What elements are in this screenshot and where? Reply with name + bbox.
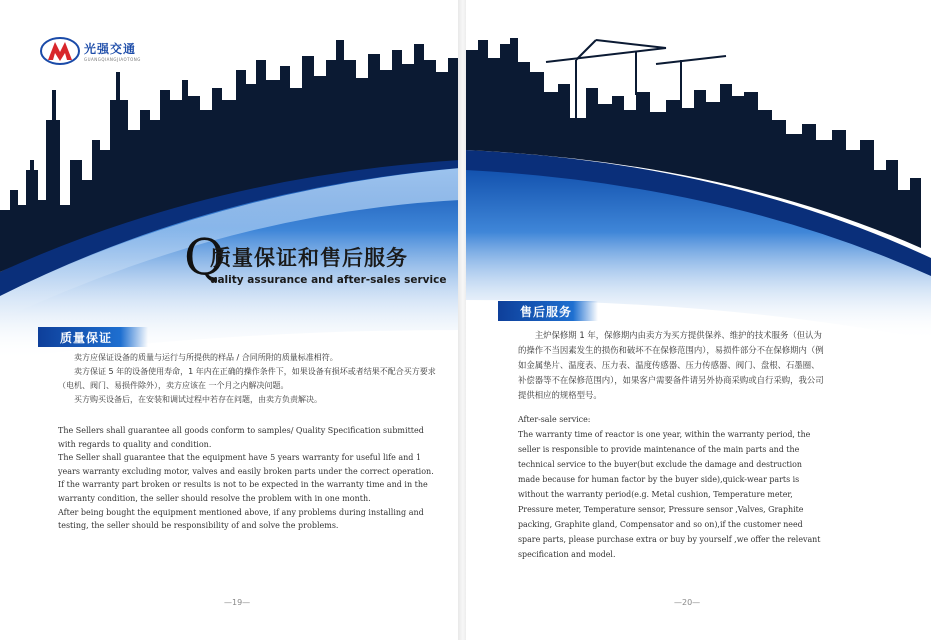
quality-cn-paragraph: 卖方应保证设备的质量与运行与所提供的样品 / 合同所附的质量标准相符。 — [74, 353, 338, 362]
page-number-right: —20— — [674, 598, 701, 607]
quality-cn-text — [58, 351, 436, 407]
after-sales-cn-text — [518, 328, 826, 403]
section-label-after-sales: 售后服务 — [520, 304, 573, 319]
quality-en-text — [58, 424, 436, 533]
title-initial: Q — [184, 228, 225, 286]
logo-name-cn: 光强交通 — [84, 42, 137, 56]
left-background-art — [0, 0, 460, 640]
logo-mark-icon — [40, 36, 80, 66]
quality-en-paragraph: The Seller shall guarantee that the equipment have 5 years warranty for useful life and 1 years warranty excluding motor, valves and easily broken parts under the correct operation. If the warranty part broken or results is not to be expected in the warranty time and in the warranty condition, the seller should resolve the problem with in one month. — [58, 453, 434, 503]
after-sales-cn-paragraph: 主炉保修期 1 年，保修期内由卖方为买方提供保养、维护的技术服务（但认为的操作不当因素发生的损伤和破坏不在保修范围内），易损件部分不在保修期内（例如金属垫片、温度表、压力表、温度传感器、压力传感器、阀门、盘根、石墨圈、补偿器等不在保修范围内），如果客户需要备件请另外协商采购或自行采购，我公司提供相应的规格型号。 — [518, 330, 824, 400]
title-cn: 质量保证和售后服务 — [210, 246, 408, 270]
quality-en-paragraph: The Sellers shall guarantee all goods conform to samples/ Quality Specification submitted with regards to quality and condition. — [58, 426, 424, 449]
right-page — [466, 0, 931, 640]
after-sales-en-paragraph: The warranty time of reactor is one year, within the warranty period, the seller is responsible to provide maintenance of the main parts and the technical service to the buyer(but exclude the damage and destruction made because for human factor by the buyer side),quick-wear parts is without the warranty period(e.g. Metal cushion, Temperature meter, Pressure meter, Temperature sensor, Pressure sensor ,Valves, Graphite packing, Graphite gland, Compensator and so on),if the customer need spare parts, please purchase extra or buy by yourself ,we offer the relevant specification and model. — [518, 430, 821, 559]
section-tag-quality — [38, 327, 148, 347]
quality-cn-paragraph: 买方购买设备后，在安装和调试过程中若存在问题，由卖方负责解决。 — [74, 395, 322, 404]
page-number-left: —19— — [224, 598, 251, 607]
quality-en-paragraph: After being bought the equipment mentioned above, if any problems during installing and testing, the seller should be responsibility of and solve the problems. — [58, 507, 424, 531]
after-sales-en-text — [518, 412, 826, 562]
logo-name-en: GUANGQIANGJIAOTONG — [84, 57, 141, 62]
title-en: uality assurance and after-sales service — [210, 274, 447, 286]
section-tag-after-sales — [498, 301, 598, 321]
section-label-quality: 质量保证 — [60, 330, 113, 345]
after-sales-en-heading: After-sale service: — [518, 415, 591, 424]
quality-cn-paragraph: 卖方保证 5 年的设备使用寿命，1 年内在正确的操作条件下，如果设备有损坏或者结果不配合买方要求（电机、阀门、易损件除外），卖方应该在 一个月之内解决问题。 — [58, 367, 436, 390]
company-logo — [40, 36, 141, 66]
left-page — [0, 0, 460, 640]
